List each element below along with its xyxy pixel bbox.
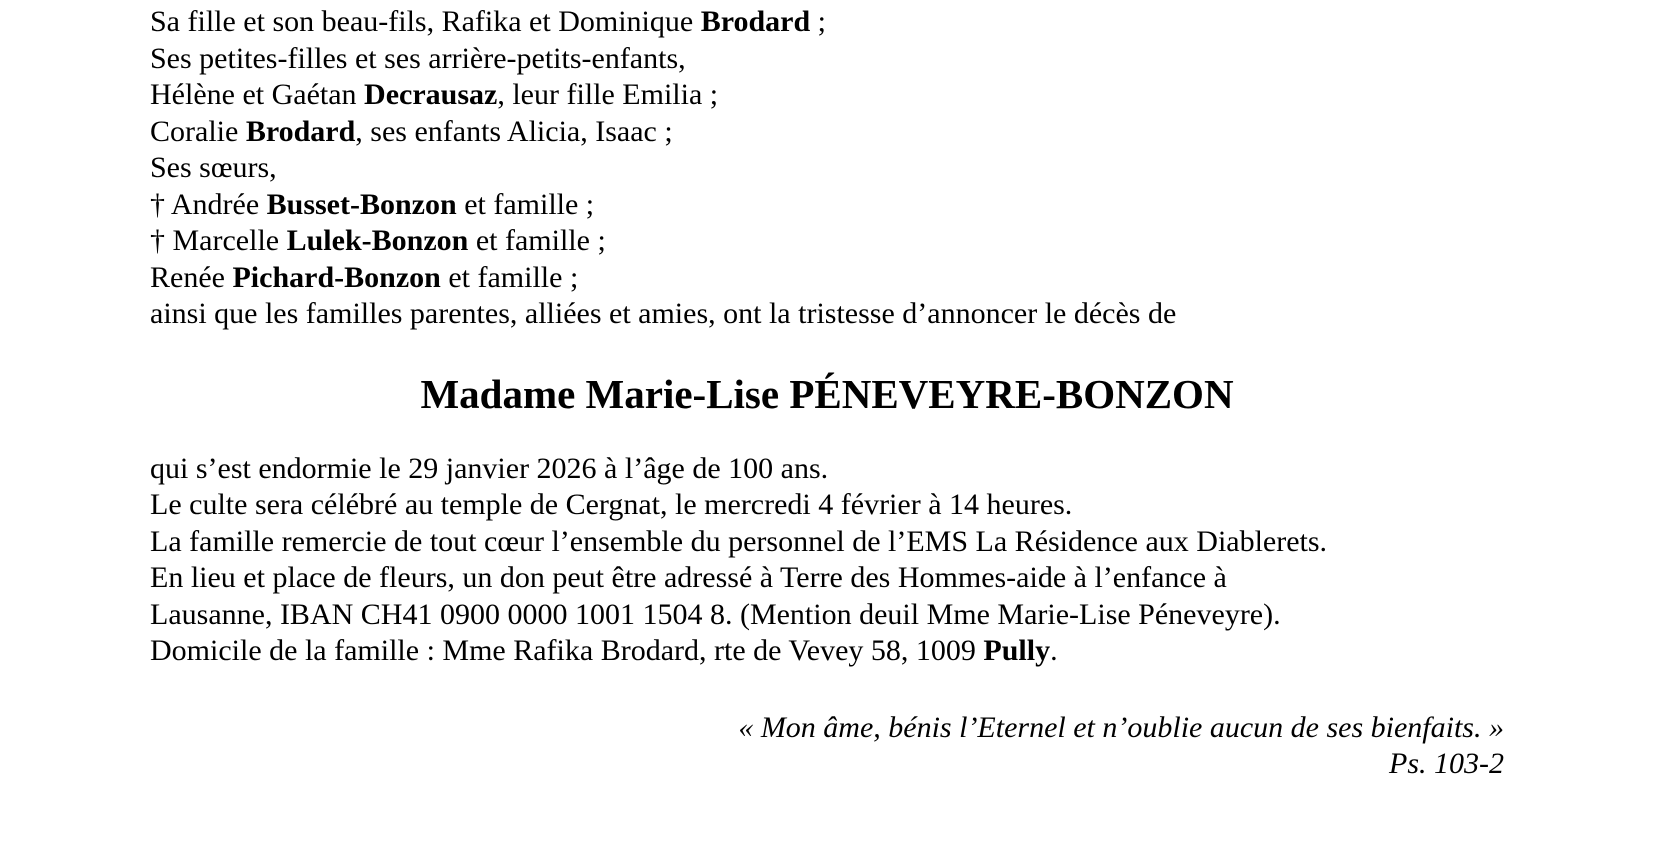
scripture-quote: « Mon âme, bénis l’Eternel et n’oublie aucun de ses bienfaits. »	[738, 710, 1504, 744]
scripture-reference: Ps. 103-2	[1389, 747, 1504, 780]
text-segment: et famille ;	[468, 224, 606, 257]
text-segment: ainsi que les familles parentes, alliées et amies, ont la tristesse d’annoncer le décès de	[150, 297, 1177, 330]
bold-name-segment: Lulek-Bonzon	[286, 224, 469, 257]
bold-name-segment: Brodard	[245, 114, 356, 148]
text-line	[150, 187, 1504, 224]
bold-name-segment: Busset-Bonzon	[266, 187, 457, 221]
text-line	[150, 260, 1504, 297]
text-line	[150, 4, 1504, 41]
text-line	[150, 487, 1504, 524]
bold-name-segment: Pully	[983, 634, 1051, 667]
text-segment: qui s’est endormie le 29 janvier 2026 à l’âge de 100 ans.	[150, 451, 829, 485]
text-segment: La famille remercie de tout cœur l’ensemble du personnel de l’EMS La Résidence aux Diablerets.	[150, 524, 1328, 558]
text-segment: Lausanne, IBAN CH41 0900 0000 1001 1504 8. (Mention deuil Mme Marie-Lise Péneveyre).	[150, 597, 1281, 631]
text-line	[150, 150, 1504, 187]
text-segment: , ses enfants Alicia, Isaac ;	[355, 114, 673, 148]
text-segment: Ses sœurs,	[150, 151, 277, 184]
text-segment: .	[1050, 634, 1058, 667]
text-segment: † Andrée	[150, 187, 267, 221]
text-line	[150, 597, 1504, 634]
quote-block	[150, 710, 1504, 783]
text-segment: Domicile de la famille : Mme Rafika Brodard, rte de Vevey 58, 1009	[150, 634, 984, 667]
text-segment: En lieu et place de fleurs, un don peut être adressé à Terre des Hommes-aide à l’enfance à	[150, 561, 1227, 594]
text-line	[150, 451, 1504, 488]
bold-name-segment: Brodard	[700, 5, 811, 38]
bold-name-segment: Pichard-Bonzon	[232, 260, 441, 294]
text-segment: † Marcelle	[150, 224, 287, 257]
text-line	[150, 223, 1504, 260]
text-line	[150, 41, 1504, 78]
text-segment: Coralie	[150, 114, 246, 148]
text-segment: , leur fille Emilia ;	[497, 78, 719, 111]
text-line	[150, 560, 1504, 597]
text-line	[150, 114, 1504, 151]
announcement-paragraph	[150, 451, 1504, 670]
family-list	[150, 4, 1504, 333]
text-line	[150, 524, 1504, 561]
text-segment: et famille ;	[440, 260, 579, 294]
text-line	[150, 77, 1504, 114]
text-segment: Sa fille et son beau-fils, Rafika et Dominique	[150, 5, 701, 38]
deceased-name-title: Madame Marie-Lise PÉNEVEYRE-BONZON	[420, 370, 1234, 417]
bold-name-segment: Decrausaz	[364, 78, 498, 111]
text-segment: Renée	[150, 260, 233, 294]
text-segment: Hélène et Gaétan	[150, 78, 365, 111]
text-segment: Le culte sera célébré au temple de Cergnat, le mercredi 4 février à 14 heures.	[150, 488, 1073, 521]
text-line	[150, 296, 1504, 333]
text-line	[150, 633, 1504, 670]
text-segment: ;	[810, 5, 827, 38]
text-segment: et famille ;	[456, 187, 595, 221]
text-segment: Ses petites-filles et ses arrière-petits-enfants,	[150, 41, 686, 75]
